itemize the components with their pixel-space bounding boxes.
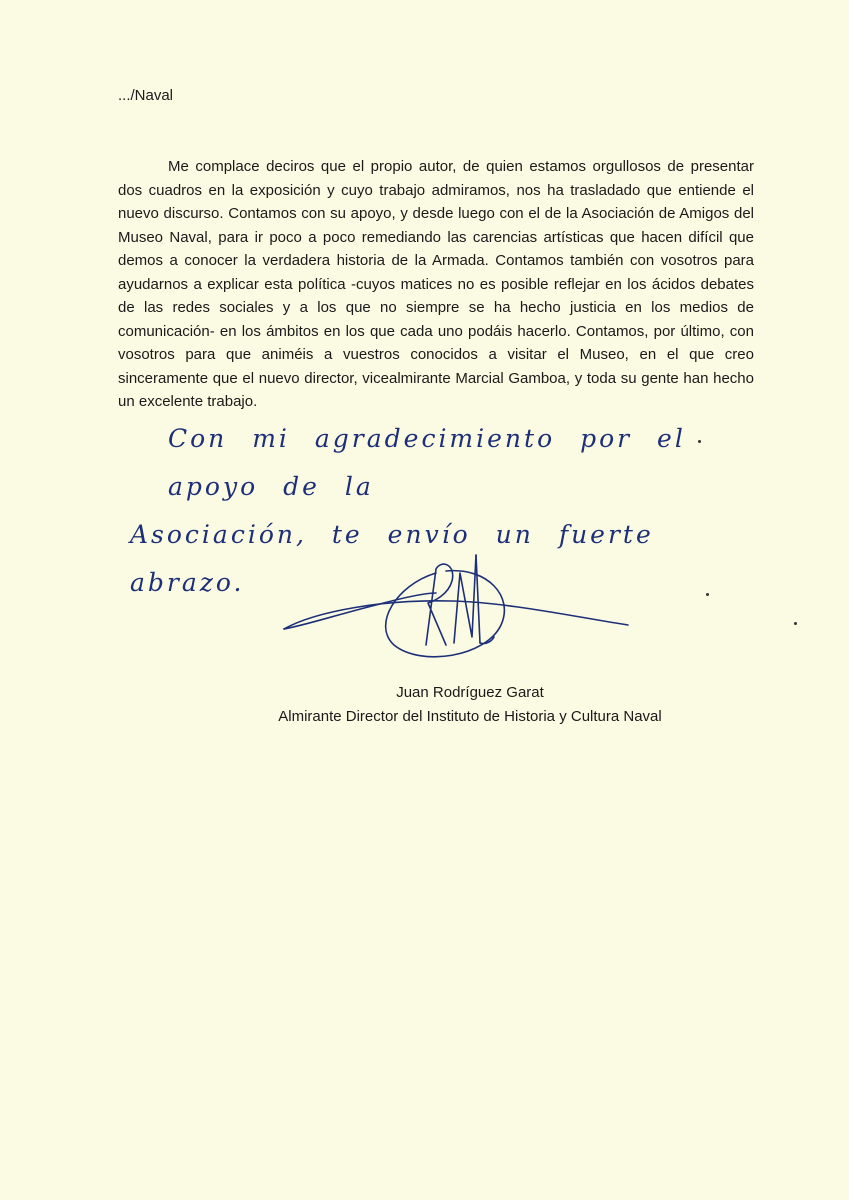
handwritten-signature xyxy=(276,545,636,670)
handwritten-closing-line-1: Con mi agradecimiento por el apoyo de la xyxy=(168,424,686,501)
signer-name: Juan Rodríguez Garat xyxy=(396,684,544,701)
letter-body-paragraph: Me complace deciros que el propio autor, de quien estamos orgullosos de presentar dos cuadros en la exposición y cuyo trabajo admiramos, nos ha trasladado que entiende el nuevo discurso. Contamos con su apoyo, y desde luego con el de la Asociación de Amigos del Museo Naval, para ir poco a poco remediando las carencias artísticas que hacen difícil que demos a conocer la verdadera historia de la Armada. Contamos también con vosotros para ayudarnos a explicar esta política -cuyos matices no es posible reflejar en los ácidos debates de las redes sociales y a los que no siempre se ha hecho justicia en los medios de comunicación- en los ámbitos en los que cada uno podáis hacerlo. Contamos, por último, con vosotros para que animéis a vuestros conocidos a visitar el Museo, en el que creo sinceramente que el nuevo director, vicealmirante Marcial Gamboa, y toda su gente han hecho un excelente trabajo. xyxy=(118,158,754,410)
ink-speck xyxy=(794,622,797,625)
page-continuation-marker: .../Naval xyxy=(118,87,174,104)
ink-speck xyxy=(706,593,709,596)
signer-title: Almirante Director del Instituto de Historia y Cultura Naval xyxy=(278,708,662,725)
ink-speck xyxy=(698,440,701,443)
handwritten-closing-line-2: Asociación, te envío un fuerte abrazo. xyxy=(130,520,654,597)
